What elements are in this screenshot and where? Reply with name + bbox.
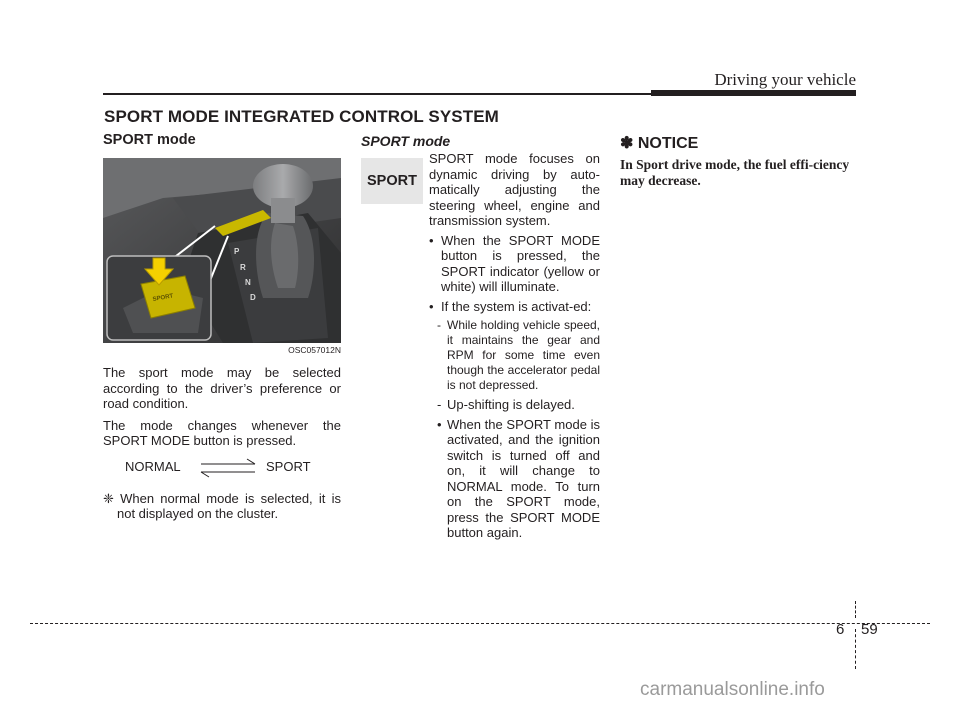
sport-mode-subheading: SPORT mode <box>361 133 451 149</box>
switch-arrows-icon <box>199 457 257 479</box>
header-rule-accent <box>651 90 856 96</box>
bullet-text: When the SPORT MODE button is pressed, the SPORT indicator (yellow or white) will illuminate. <box>441 232 600 294</box>
watermark: carmanualsonline.info <box>640 679 825 700</box>
footnote: ❈ When normal mode is selected, it is not displayed on the cluster. <box>103 490 341 521</box>
paragraph-mode-selection: The sport mode may be selected according to the driver’s preference or road condition. <box>103 365 341 411</box>
sub-mark: - <box>437 318 441 332</box>
bullet-mark: • <box>429 232 434 248</box>
footer-chapter-number: 6 <box>836 621 845 638</box>
sub-item-speed <box>437 318 600 393</box>
sub-text: Up-shifting is delayed. <box>447 397 575 412</box>
mode-sport-label: SPORT <box>266 458 311 474</box>
section-title: SPORT MODE INTEGRATED CONTROL SYSTEM <box>104 107 499 126</box>
footer-rule <box>30 623 930 624</box>
paragraph-mode-change: The mode changes whenever the SPORT MODE button is pressed. <box>103 417 341 448</box>
sport-intro: SPORT mode focuses on dynamic driving by auto-matically adjusting the steering wheel, engine and transmission system. <box>429 151 600 228</box>
svg-text:D: D <box>250 293 256 302</box>
sub-mark: - <box>437 397 442 412</box>
notice-text: In Sport drive mode, the fuel effi-ciency may decrease. <box>620 157 850 188</box>
svg-text:R: R <box>240 263 246 272</box>
svg-text:SPORT: SPORT <box>152 293 174 303</box>
image-code: OSC057012N <box>288 345 341 355</box>
svg-text:N: N <box>245 278 251 287</box>
sub-item-upshift <box>437 397 600 413</box>
bullet-button-pressed <box>429 233 600 295</box>
middle-column <box>429 151 600 545</box>
left-column <box>103 132 341 522</box>
footer-divider <box>855 629 856 669</box>
sport-indicator: SPORT <box>361 158 423 204</box>
bullet-mark: • <box>429 298 434 314</box>
gear-shifter-illustration <box>103 158 341 343</box>
notice-title: ✽ NOTICE <box>620 135 699 152</box>
sub-text: When the SPORT mode is activated, and the ignition switch is turned off and on, it will change to NORMAL mode. To turn on the SPORT mode, press the SPORT MODE button again. <box>447 416 600 540</box>
header-rule <box>103 93 651 95</box>
mode-toggle-diagram <box>103 455 341 483</box>
sub-mark: • <box>437 416 442 432</box>
sub-item-ignition <box>437 417 600 541</box>
bullet-system-activated <box>429 299 600 315</box>
bullet-text: If the system is activat-ed: <box>441 298 592 314</box>
svg-text:P: P <box>234 247 240 256</box>
footer-page-number: 59 <box>861 621 878 638</box>
sub-text: While holding vehicle speed, it maintains the gear and RPM for some time even though the accelerator pedal is not depressed. <box>447 318 600 392</box>
mode-normal-label: NORMAL <box>125 458 181 474</box>
sport-mode-heading: SPORT mode <box>103 132 196 148</box>
footer-divider <box>855 601 856 618</box>
gear-shifter-photo <box>103 158 341 343</box>
chapter-title: Driving your vehicle <box>714 70 856 89</box>
